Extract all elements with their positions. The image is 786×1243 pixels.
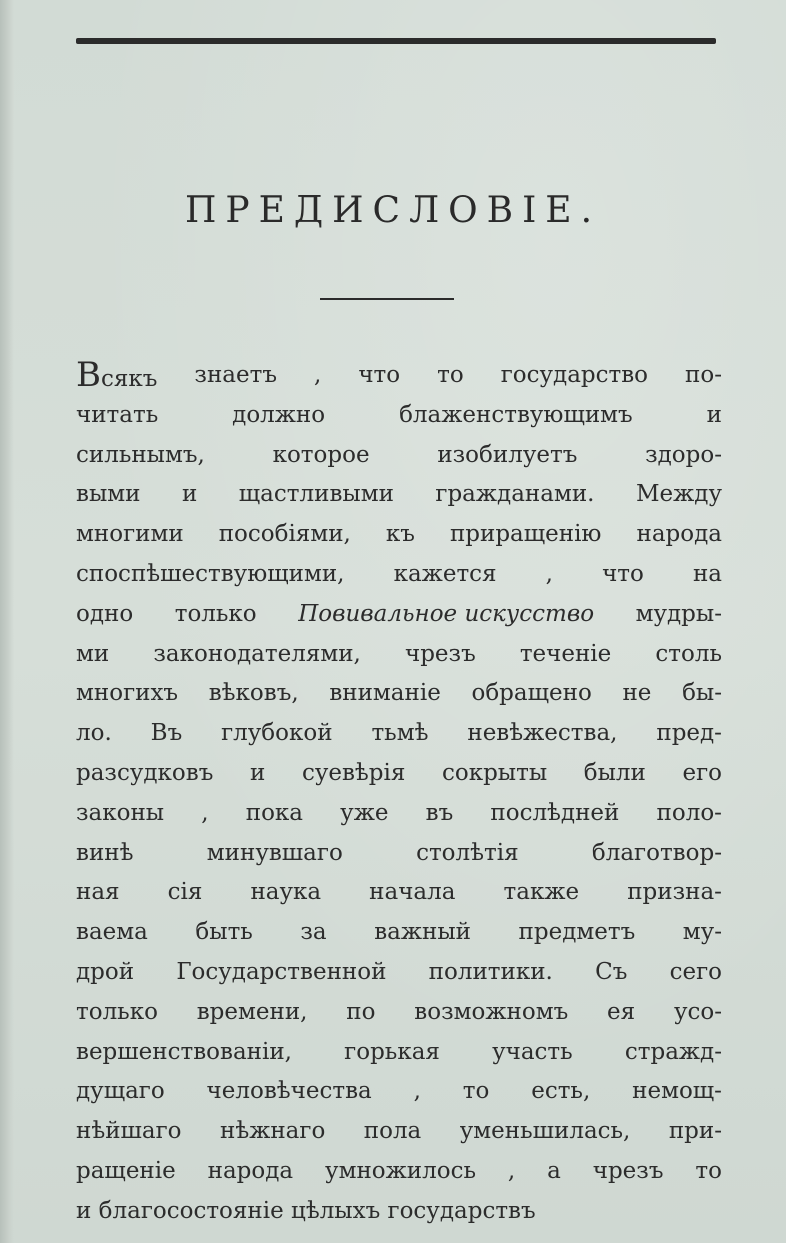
word: щастливыми — [238, 481, 394, 508]
word: вершенствованіи, — [76, 1038, 292, 1065]
word: наука — [250, 879, 322, 906]
word: тьмѣ — [371, 720, 429, 747]
word: Въ — [150, 720, 183, 747]
word: Государственной — [176, 958, 387, 985]
word: вѣковъ, — [208, 680, 299, 707]
spine-shadow — [0, 0, 14, 1243]
word: а — [547, 1157, 561, 1184]
word: изобилуетъ — [437, 441, 578, 468]
text-line — [76, 396, 722, 436]
word: по- — [685, 362, 722, 388]
word: народа — [207, 1157, 294, 1184]
word: были — [583, 759, 646, 786]
word: и — [706, 401, 722, 428]
word: уже — [340, 799, 389, 826]
word: дрой — [76, 958, 135, 985]
word: ращеніе — [76, 1157, 176, 1184]
word: , — [201, 799, 209, 826]
word: государство — [500, 362, 649, 388]
word: человѣчества — [206, 1078, 372, 1105]
word: Между — [635, 481, 722, 508]
text-line — [76, 1192, 722, 1232]
word: возможномъ — [414, 998, 569, 1025]
word: важный — [374, 919, 471, 946]
word: то — [437, 362, 464, 388]
word: къ — [385, 521, 415, 548]
word: , — [413, 1078, 421, 1105]
text-line — [76, 714, 722, 754]
word: суевѣрія — [301, 759, 406, 786]
word: сія — [167, 879, 203, 906]
word: и — [76, 1197, 92, 1224]
word: сокрыты — [441, 759, 548, 786]
word: гражданами. — [435, 481, 595, 508]
word: Всякъ — [76, 355, 158, 395]
word: и — [249, 759, 266, 786]
text-line — [76, 635, 722, 675]
word: Повивальное искусство — [298, 600, 595, 627]
word: выми — [76, 481, 141, 508]
word: дущаго — [76, 1078, 165, 1105]
text-line — [76, 356, 722, 396]
text-line — [76, 1112, 722, 1152]
word: нѣйшаго — [76, 1118, 182, 1145]
word: уменьшилась, — [459, 1118, 631, 1145]
word: не — [622, 680, 652, 707]
word: сильнымъ, — [76, 441, 205, 468]
word: начала — [369, 879, 456, 906]
word: минувшаго — [206, 839, 343, 866]
text-line — [76, 913, 722, 953]
word: винѣ — [76, 839, 134, 866]
word: му- — [682, 919, 722, 946]
word: то — [695, 1157, 722, 1184]
word: быть — [195, 919, 253, 946]
word: многими — [76, 521, 184, 548]
word: горькая — [344, 1038, 440, 1065]
word: Съ — [595, 958, 628, 985]
text-line — [76, 754, 722, 794]
word: невѣжества, — [467, 720, 618, 747]
text-line — [76, 1072, 722, 1112]
word: чрезъ — [404, 640, 476, 667]
word: пред- — [656, 720, 722, 747]
word: одно — [76, 600, 134, 627]
word: цѣлыхъ — [291, 1197, 381, 1224]
word: участь — [492, 1038, 573, 1065]
word: споспѣшествующими, — [76, 560, 345, 587]
word: стражд- — [624, 1038, 722, 1065]
word: ми — [76, 640, 110, 667]
word: ло. — [76, 720, 112, 747]
word: столѣтія — [416, 839, 519, 866]
word: читать — [76, 401, 159, 428]
word: призна- — [627, 879, 722, 906]
word: ея — [607, 998, 636, 1025]
word: столь — [655, 640, 722, 667]
top-rule — [76, 38, 716, 44]
text-line — [76, 515, 722, 555]
word: должно — [232, 401, 326, 428]
word: на — [692, 560, 722, 587]
word: политики. — [428, 958, 553, 985]
word: нѣжнаго — [220, 1118, 326, 1145]
word: вниманіе — [329, 680, 441, 707]
word: только — [174, 600, 257, 627]
paragraph — [76, 356, 722, 1232]
text-line — [76, 794, 722, 834]
text-line — [76, 436, 722, 476]
word: при- — [668, 1118, 722, 1145]
text-line — [76, 1033, 722, 1073]
text-line — [76, 555, 722, 595]
word: благотвор- — [591, 839, 722, 866]
word: пока — [245, 799, 304, 826]
word: которое — [272, 441, 370, 468]
word: что — [602, 560, 644, 587]
word: усо- — [673, 998, 722, 1025]
word: , — [314, 362, 322, 388]
word: за — [300, 919, 327, 946]
word: то — [462, 1078, 490, 1105]
word: ная — [76, 879, 120, 906]
word: въ — [425, 799, 454, 826]
word: поло- — [656, 799, 722, 826]
word: законы — [76, 799, 165, 826]
page-title: ПРЕДИСЛОВІЕ. — [184, 190, 602, 231]
word: благосостояніе — [98, 1197, 284, 1224]
word: что — [358, 362, 401, 388]
word: глубокой — [221, 720, 333, 747]
title-rule — [320, 298, 454, 300]
word: , — [507, 1157, 516, 1184]
text-line — [76, 595, 722, 635]
word: также — [503, 879, 580, 906]
word: умножилось — [325, 1157, 476, 1184]
word: и — [181, 481, 198, 508]
word: предметъ — [518, 919, 636, 946]
word: по — [346, 998, 376, 1025]
text-line — [76, 475, 722, 515]
word: только — [76, 998, 158, 1025]
word: его — [682, 759, 722, 786]
word: законодателями, — [153, 640, 361, 667]
word: есть, — [531, 1078, 591, 1105]
word: кажется — [393, 560, 497, 587]
word: теченіе — [519, 640, 612, 667]
text-line — [76, 873, 722, 913]
word: , — [545, 560, 553, 587]
word: ваема — [76, 919, 148, 946]
word: чрезъ — [592, 1157, 664, 1184]
word: послѣдней — [490, 799, 620, 826]
text-line — [76, 834, 722, 874]
text-line — [76, 674, 722, 714]
word: обращено — [471, 680, 592, 707]
word: пособіями, — [218, 521, 351, 548]
word: знаетъ — [194, 362, 277, 388]
text-line — [76, 1152, 722, 1192]
word: народа — [636, 521, 722, 548]
text-line — [76, 993, 722, 1033]
word: блаженствующимъ — [399, 401, 633, 428]
word: здоро- — [645, 441, 722, 468]
word: мудры- — [635, 600, 722, 627]
word: разсудковъ — [76, 759, 214, 786]
word: сего — [669, 958, 722, 985]
word: пола — [363, 1118, 422, 1145]
word: бы- — [682, 680, 722, 707]
word: времени, — [196, 998, 308, 1025]
word: немощ- — [632, 1078, 722, 1105]
word: государствъ — [387, 1197, 536, 1224]
text-line — [76, 953, 722, 993]
word: приращенію — [449, 521, 602, 548]
word: многихъ — [76, 680, 179, 707]
